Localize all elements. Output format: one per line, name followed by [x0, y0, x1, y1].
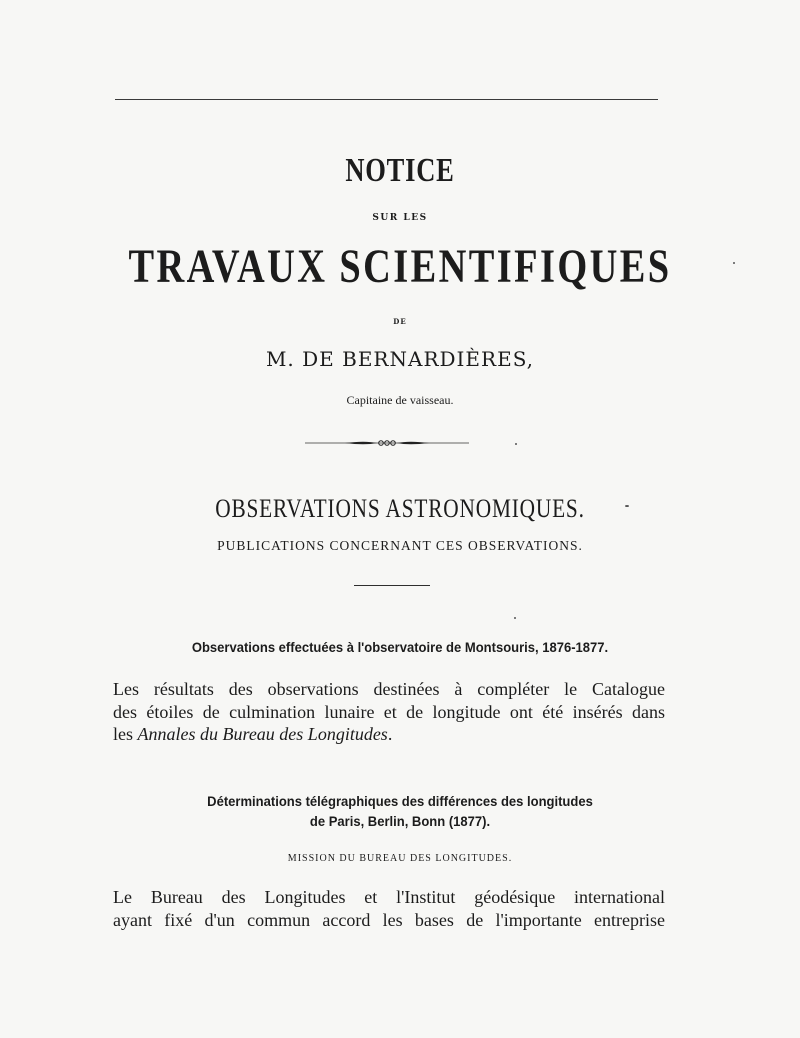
paragraph-line-last	[113, 723, 665, 746]
mission-label: MISSION DU BUREAU DES LONGITUDES.	[287, 853, 513, 864]
paper-speck	[733, 262, 735, 264]
top-rule	[115, 99, 658, 100]
short-rule	[354, 585, 430, 586]
section-title: OBSERVATIONS ASTRONOMIQUES.	[215, 494, 585, 523]
notice-heading: NOTICE	[345, 152, 455, 189]
paragraph-line: des étoiles de culmination lunaire et de longitude ont été insérés dans	[113, 701, 665, 722]
paragraph-line: ayant fixé d'un commun accord les bases de l'importante entreprise	[113, 909, 665, 930]
entry1-paragraph	[113, 678, 665, 746]
text-suffix: .	[387, 724, 393, 744]
ornament-divider	[305, 437, 469, 449]
main-title: TRAVAUX SCIENTIFIQUES	[128, 240, 672, 293]
paper-speck	[515, 443, 517, 445]
sur-les-label: SUR LES	[372, 213, 428, 223]
de-label: DE	[393, 317, 407, 326]
text-prefix: les	[113, 724, 138, 744]
entry1-heading: Observations effectuées à l'observatoire de Montsouris, 1876-1877.	[191, 639, 609, 655]
section-subtitle: PUBLICATIONS CONCERNANT CES OBSERVATIONS.	[217, 538, 583, 553]
italic-title: Annales du Bureau des Longitudes	[137, 724, 388, 744]
paragraph-line: Le Bureau des Longitudes et l'Institut géodésique international	[113, 887, 665, 907]
paper-speck	[514, 617, 516, 619]
author-rank: Capitaine de vaisseau.	[346, 393, 454, 407]
author-name: M. DE BERNARDIÈRES,	[265, 347, 535, 371]
paper-speck	[625, 505, 629, 507]
entry2-heading-line1: Déterminations télégraphiques des différences des longitudes	[207, 793, 593, 809]
paragraph-line: Les résultats des observations destinées à compléter le Catalogue	[113, 679, 665, 699]
entry2-heading-line2: de Paris, Berlin, Bonn (1877).	[309, 813, 491, 829]
entry2-paragraph	[113, 886, 665, 931]
